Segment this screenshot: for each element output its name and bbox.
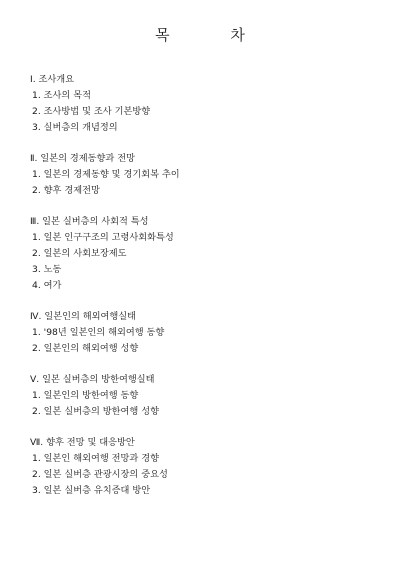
toc-item: 4. 여가 [32, 280, 62, 291]
toc-item: 2. 일본 실버층의 방한여행 성향 [32, 406, 159, 417]
toc-section-6 [30, 435, 380, 499]
toc-section-heading: Ⅴ. 일본 실버층의 방한여행실태 [30, 374, 155, 385]
toc-item: 3. 일본 실버층 유치증대 방안 [32, 485, 151, 496]
toc-section-3 [30, 214, 380, 294]
toc-item: 1. 일본의 경제동향 및 경기회복 추이 [32, 169, 180, 180]
toc-section-heading: Ⅳ. 일본인의 해외여행실태 [30, 311, 136, 322]
toc-section-heading: Ⅲ. 일본 실버층의 사회적 특성 [30, 216, 149, 227]
toc-item: 2. 일본인의 해외여행 성향 [32, 343, 139, 354]
toc-item: 3. 노동 [32, 264, 62, 275]
toc-item: 1. 일본 인구구조의 고령사회화특성 [32, 232, 174, 243]
toc-section-heading: Ⅱ. 일본의 경제동향과 전망 [30, 153, 135, 164]
toc-item: 2. 일본의 사회보장제도 [32, 248, 127, 259]
toc-item: 2. 조사방법 및 조사 기본방향 [32, 106, 151, 117]
table-of-contents [30, 72, 380, 514]
page-title: 목 차 [155, 26, 273, 44]
toc-item: 2. 향후 경제전망 [32, 185, 100, 196]
toc-section-4 [30, 309, 380, 357]
toc-section-1 [30, 72, 380, 136]
toc-section-5 [30, 372, 380, 420]
toc-item: 1. '98년 일본인의 해외여행 동향 [32, 327, 165, 338]
toc-item: 1. 일본인의 방한여행 동향 [32, 390, 139, 401]
toc-item: 1. 조사의 목적 [32, 90, 91, 101]
toc-section-heading: Ⅶ. 향후 전망 및 대응방안 [30, 437, 135, 448]
toc-section-2 [30, 151, 380, 199]
toc-item: 1. 일본인 해외여행 전망과 경향 [32, 453, 159, 464]
toc-item: 3. 실버층의 개념정의 [32, 122, 118, 133]
toc-section-heading: Ⅰ. 조사개요 [30, 74, 75, 85]
toc-item: 2. 일본 실버층 관광시장의 중요성 [32, 469, 168, 480]
